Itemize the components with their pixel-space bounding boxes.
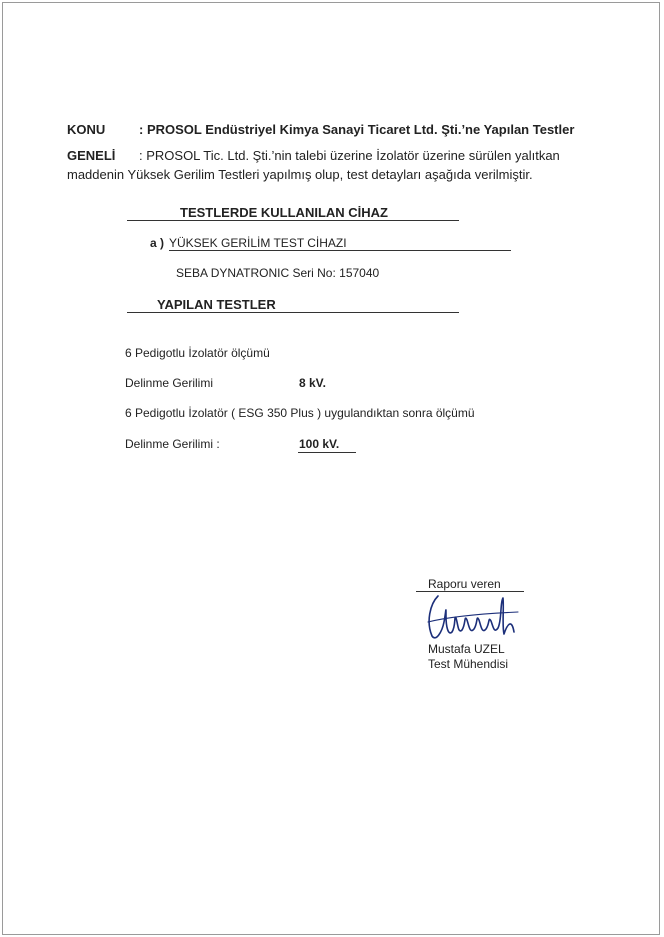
- test-2-description: 6 Pedigotlu İzolatör ( ESG 350 Plus ) uygulandıktan sonra ölçümü: [125, 406, 475, 420]
- devices-heading: TESTLERDE KULLANILAN CİHAZ: [180, 205, 388, 220]
- device-item-underline: [169, 250, 511, 251]
- device-item-name: YÜKSEK GERİLİM TEST CİHAZI: [169, 236, 347, 250]
- device-model: SEBA DYNATRONIC Seri No: 157040: [176, 266, 380, 280]
- handwritten-signature: [424, 592, 520, 642]
- general-label: GENELİ: [67, 148, 116, 163]
- page-border: [2, 2, 660, 935]
- tests-heading-underline: [127, 312, 459, 313]
- general-line-1: : PROSOL Tic. Ltd. Şti.’nin talebi üzerine İzolatör üzerine sürülen yalıtkan: [139, 148, 560, 163]
- test-2-value-underline: [298, 452, 356, 453]
- test-2-label: Delinme Gerilimi :: [125, 437, 220, 451]
- test-1-value: 8 kV.: [299, 376, 326, 390]
- device-item-marker: a ): [150, 236, 165, 250]
- signature-caption: Raporu veren: [428, 577, 501, 591]
- general-line-2: maddenin Yüksek Gerilim Testleri yapılmış olup, test detayları aşağıda verilmiştir.: [67, 167, 533, 182]
- subject-text: : PROSOL Endüstriyel Kimya Sanayi Ticaret Ltd. Şti.’ne Yapılan Testler: [139, 122, 575, 137]
- tests-heading: YAPILAN TESTLER: [157, 297, 276, 312]
- test-1-label: Delinme Gerilimi: [125, 376, 214, 390]
- test-2-value: 100 kV.: [299, 437, 340, 451]
- test-1-description: 6 Pedigotlu İzolatör ölçümü: [125, 346, 270, 360]
- signature-title: Test Mühendisi: [428, 657, 509, 671]
- devices-heading-underline: [127, 220, 459, 221]
- signature-name: Mustafa UZEL: [428, 642, 505, 656]
- subject-label: KONU: [67, 122, 106, 137]
